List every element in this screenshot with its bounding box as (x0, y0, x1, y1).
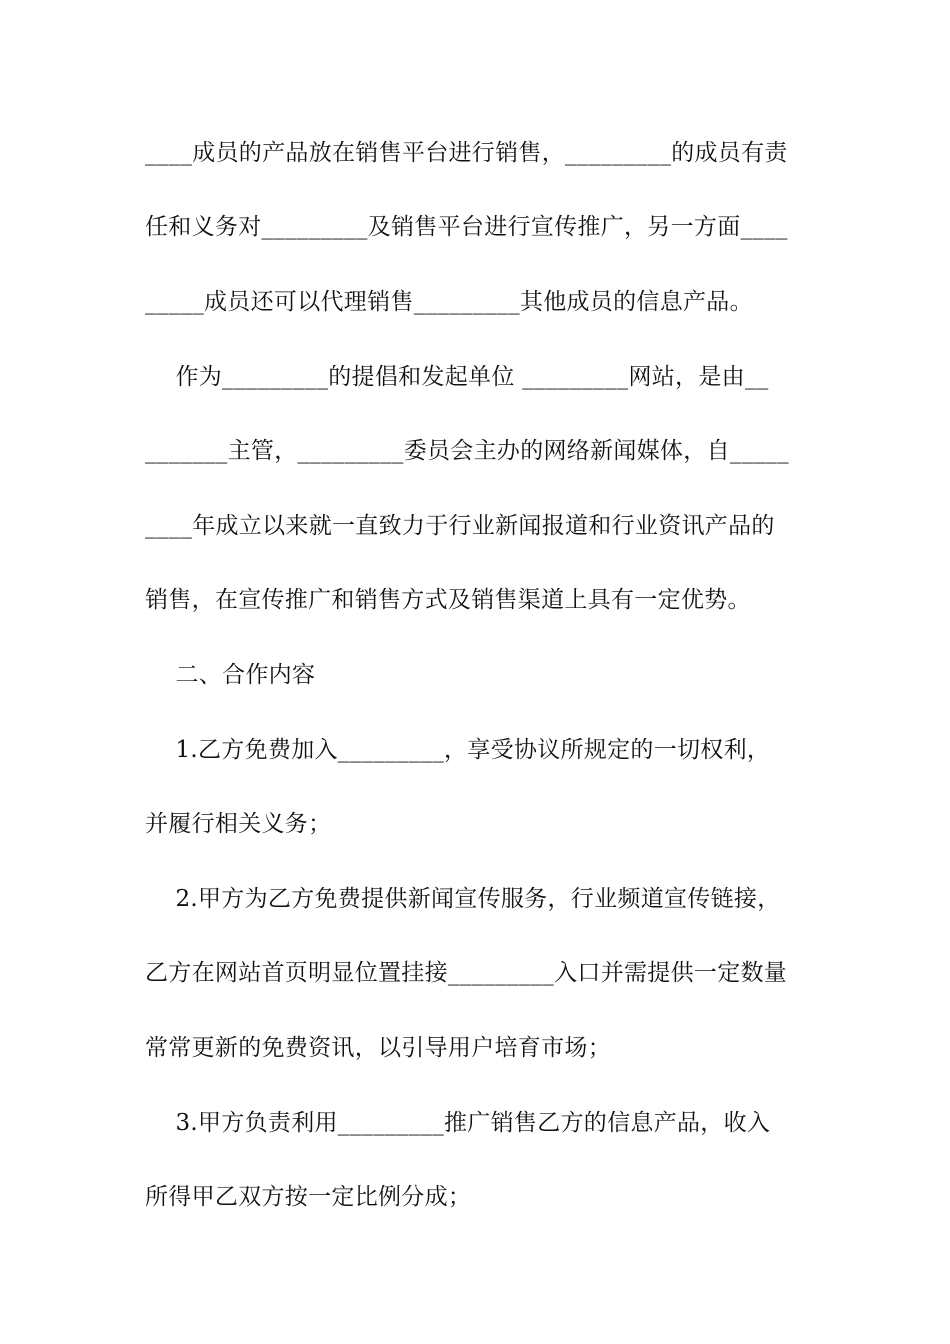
list-item: 2.甲方为乙方免费提供新闻宣传服务，行业频道宣传链接， (145, 886, 781, 912)
paragraph-line: 常常更新的免费资讯，以引导用户培育市场； (145, 1035, 611, 1061)
list-item: 1.乙方免费加入_________，享受协议所规定的一切权利， (145, 737, 771, 763)
paragraph-line: 任和义务对_________及销售平台进行宣传推广，另一方面____ (145, 214, 788, 240)
list-item: 3.甲方负责利用_________推广销售乙方的信息产品，收入 (145, 1110, 771, 1136)
paragraph-line: 作为_________的提倡和发起单位 _________网站，是由__ (145, 364, 769, 390)
section-heading: 二、合作内容 (145, 662, 316, 688)
paragraph-line: 所得甲乙双方按一定比例分成； (145, 1184, 472, 1210)
paragraph-line: _____成员还可以代理销售_________其他成员的信息产品。 (145, 289, 753, 315)
paragraph-line: 并履行相关义务； (145, 811, 332, 837)
paragraph-line: ____年成立以来就一直致力于行业新闻报道和行业资讯产品的 (145, 513, 775, 539)
paragraph-line: 销售，在宣传推广和销售方式及销售渠道上具有一定优势。 (145, 587, 751, 613)
paragraph-line: ____成员的产品放在销售平台进行销售，_________的成员有责 (145, 140, 788, 166)
paragraph-line: _______主管，_________委员会主办的网络新闻媒体，自_____ (145, 438, 789, 464)
paragraph-line: 乙方在网站首页明显位置挂接_________入口并需提供一定数量 (145, 960, 788, 986)
